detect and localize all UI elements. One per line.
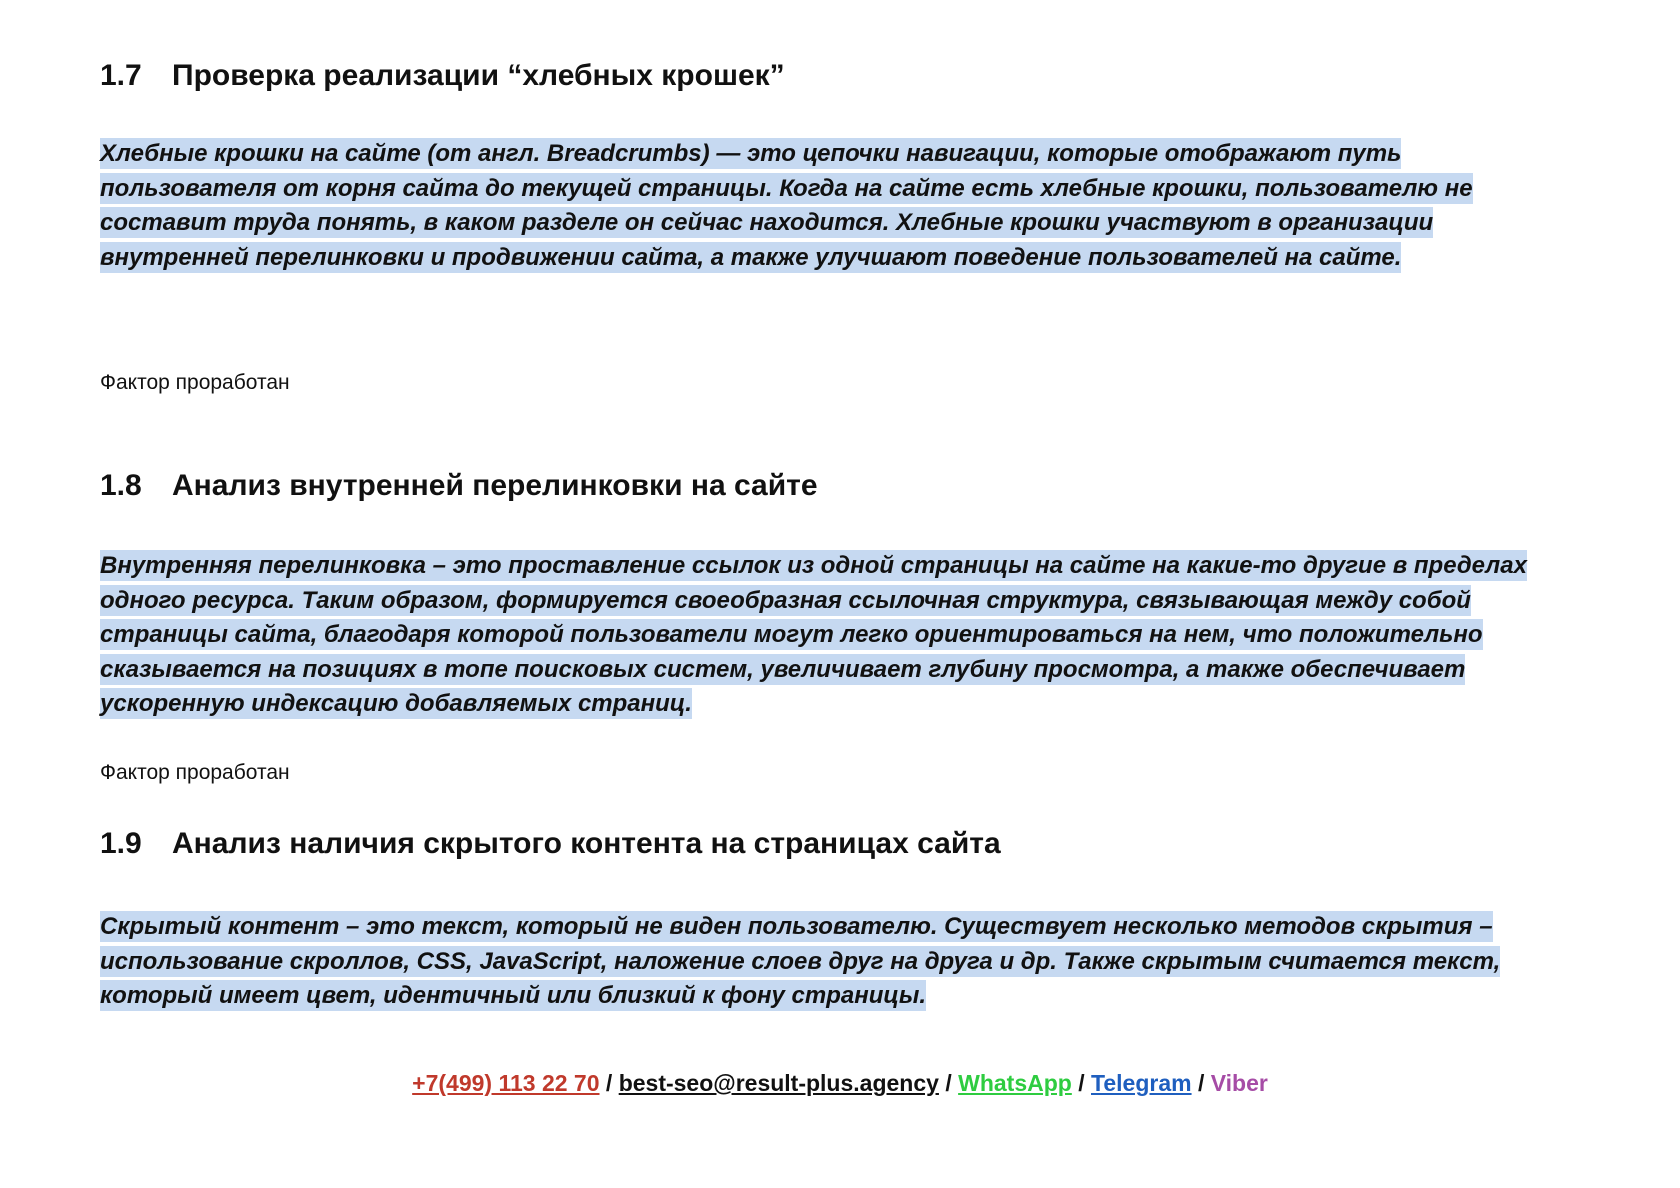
section-status-1-7: Фактор проработан [100, 371, 290, 394]
section-status-1-8: Фактор проработан [100, 761, 290, 784]
section-heading-1-7 [100, 58, 785, 94]
telegram-link[interactable]: Telegram [1091, 1070, 1192, 1096]
section-number: 1.7 [100, 59, 142, 92]
document-page [100, 0, 1620, 1188]
highlighted-text: Хлебные крошки на сайте (от англ. Breadcrumbs) — это цепочки навигации, которые отображают путь пользователя от корня сайта до текущей страницы. Когда на сайте есть хлебные крошки, пользователю не составит труда понять, в каком разделе он сейчас находится. Хлебные крошки участвуют в организации внутренней перелинковки и продвижении сайта, а также улучшают поведение пользователей на сайте. [100, 140, 1473, 271]
whatsapp-link[interactable]: WhatsApp [958, 1070, 1072, 1096]
section-number: 1.9 [100, 827, 142, 860]
highlighted-text: Внутренняя перелинковка – это проставление ссылок из одной страницы на сайте на какие-то другие в пределах одного ресурса. Таким образом, формируется своеобразная ссылочная структура, связывающая между собой страницы сайта, благодаря которой пользователи могут легко ориентироваться на нем, что положительно сказывается на позициях в топе поисковых систем, увеличивает глубину просмотра, а также обеспечивает ускоренную индексацию добавляемых страниц. [100, 552, 1527, 717]
email-link[interactable]: best-seo@result-plus.agency [618, 1070, 939, 1096]
section-title: Проверка реализации “хлебных крошек” [172, 59, 785, 92]
separator: / [1191, 1070, 1211, 1096]
section-number: 1.8 [100, 469, 142, 502]
section-title: Анализ внутренней перелинковки на сайте [172, 469, 818, 502]
separator: / [938, 1070, 959, 1096]
section-heading-1-9 [100, 826, 1001, 862]
section-heading-1-8 [100, 468, 818, 504]
section-description-1-9 [100, 910, 1560, 1014]
phone-link[interactable]: +7(499) 113 22 70 [412, 1070, 600, 1096]
footer-contacts [100, 1068, 1580, 1098]
section-description-1-8 [100, 549, 1562, 722]
highlighted-text: Скрытый контент – это текст, который не виден пользователю. Существует несколько методов скрытия – использование скроллов, CSS, JavaScript, наложение слоев друг на друга и др. Также скрытым считается текст, который имеет цвет, идентичный или близкий к фону страницы. [100, 913, 1501, 1009]
separator: / [1071, 1070, 1091, 1096]
section-description-1-7 [100, 137, 1560, 275]
viber-label: Viber [1210, 1070, 1268, 1096]
section-title: Анализ наличия скрытого контента на страницах сайта [172, 827, 1001, 860]
separator: / [599, 1070, 619, 1096]
